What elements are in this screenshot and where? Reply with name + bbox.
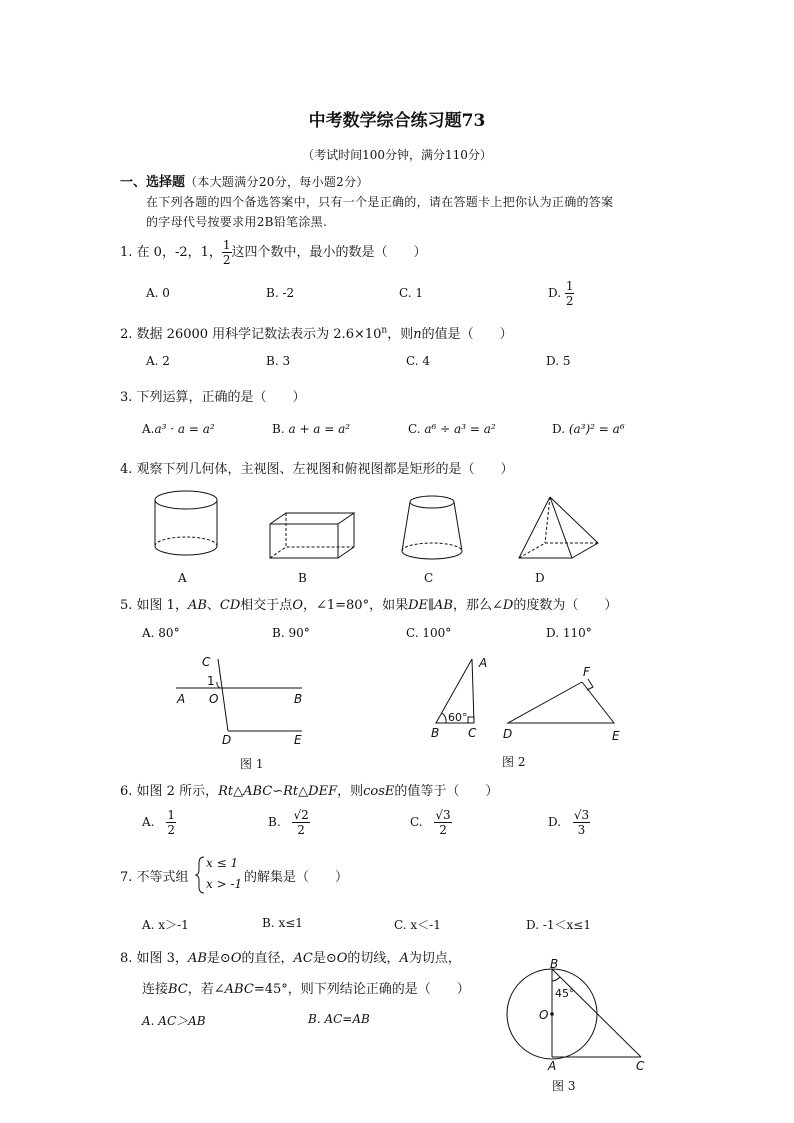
solid-pyramid bbox=[512, 494, 602, 564]
q5-text-e: 的度数为（ ） bbox=[513, 598, 618, 613]
q2-exponent: n bbox=[381, 325, 388, 336]
q6-b-pre: B. bbox=[268, 815, 281, 829]
question-6 bbox=[120, 780, 498, 799]
q2-text-c: 的值是（ ） bbox=[421, 327, 513, 342]
q1-option-c: C. 1 bbox=[399, 286, 424, 300]
q3-d-expr: (a³)² = a⁶ bbox=[568, 422, 625, 436]
q8-option-a: A. AC＞AB bbox=[142, 1014, 206, 1028]
q8-option-b: B. AC=AB bbox=[308, 1012, 370, 1026]
q6-text-c: 的值等于（ ） bbox=[394, 784, 499, 799]
fig2-angle-60: 60° bbox=[448, 711, 468, 724]
q8-l2a: 连接 bbox=[142, 982, 169, 997]
q6-d-den: 3 bbox=[577, 823, 586, 837]
q3-b-expr: a + a = a² bbox=[288, 422, 351, 436]
q6-c-den: 2 bbox=[439, 823, 447, 837]
q5-text-a: 5. 如图 1， bbox=[120, 598, 188, 613]
q8-l1f: 为切点， bbox=[408, 951, 461, 966]
fig2-caption: 图 2 bbox=[502, 755, 526, 769]
q1-frac-num: 1 bbox=[222, 238, 231, 252]
q1-text-a: 1. 在 0，-2，1， bbox=[120, 245, 222, 260]
q3-b-pre: B. bbox=[272, 422, 285, 436]
q5-text-c: ，∠1=80°，如果 bbox=[302, 598, 409, 613]
question-8-line-1 bbox=[120, 947, 461, 966]
fig1-label-b: B bbox=[294, 692, 303, 706]
q5-par: ∥ bbox=[428, 598, 435, 613]
q3-option-a bbox=[142, 422, 215, 436]
fig3-label-a: A bbox=[548, 1059, 557, 1073]
fig1-label-a: A bbox=[177, 692, 186, 706]
q3-option-b bbox=[272, 422, 350, 436]
section-heading bbox=[120, 171, 369, 190]
q6-b-num: √2 bbox=[293, 808, 309, 822]
q1-option-b: B. -2 bbox=[266, 286, 295, 300]
q2-option-b: B. 3 bbox=[266, 354, 291, 368]
fig2-label-c: C bbox=[468, 726, 477, 740]
q3-a-pre: A. bbox=[142, 422, 155, 436]
q6-a-den: 2 bbox=[167, 823, 175, 837]
q8-ac: AC bbox=[293, 951, 313, 966]
q7-option-c: C. x＜-1 bbox=[394, 918, 441, 932]
q6-a-pre: A. bbox=[142, 815, 155, 829]
q7-line-2: x > -1 bbox=[206, 877, 243, 891]
q8-o1: O bbox=[230, 951, 242, 966]
figure-3-diagram bbox=[506, 965, 651, 1060]
q4-label-c: C bbox=[424, 571, 434, 585]
q2-text-b: ，则 bbox=[387, 327, 414, 342]
q6-d-frac bbox=[573, 808, 590, 837]
q6-option-b bbox=[268, 808, 310, 837]
fig2-label-b: B bbox=[431, 726, 440, 740]
q2-var: n bbox=[413, 327, 422, 342]
q7-line-1: x ≤ 1 bbox=[206, 856, 239, 870]
q8-l1b: 是⊙ bbox=[206, 951, 231, 966]
q3-option-c bbox=[408, 422, 496, 436]
q1-fraction bbox=[222, 238, 232, 267]
q6-abc: ABC bbox=[243, 784, 273, 799]
q1-d-pre: D. bbox=[548, 286, 562, 300]
q6-option-c bbox=[410, 808, 452, 837]
q8-l1d: 是⊙ bbox=[312, 951, 337, 966]
section-meta: （本大题满分20分，每小题2分） bbox=[185, 175, 369, 189]
q4-label-b: B bbox=[298, 571, 307, 585]
question-2 bbox=[120, 323, 513, 342]
q6-rt2: Rt bbox=[283, 784, 299, 799]
q8-l1e: 的切线， bbox=[347, 951, 400, 966]
q5-text-d: ，那么∠ bbox=[452, 598, 503, 613]
fig1-label-e: E bbox=[294, 733, 302, 747]
q3-d-pre: D. bbox=[552, 422, 566, 436]
q6-tri1: △ bbox=[233, 784, 244, 799]
q1-d-num: 1 bbox=[565, 279, 574, 293]
solid-cylinder bbox=[150, 490, 230, 570]
q5-de: DE bbox=[408, 598, 429, 613]
q6-b-frac bbox=[292, 808, 309, 837]
q6-d-num: √3 bbox=[573, 808, 590, 822]
fig2-label-a: A bbox=[479, 656, 488, 670]
fig2-label-e: E bbox=[612, 729, 620, 743]
q5-option-a: A. 80° bbox=[142, 626, 180, 640]
q5-sep: 、 bbox=[206, 598, 220, 613]
q6-option-a bbox=[142, 808, 176, 837]
q5-ab: AB bbox=[187, 598, 207, 613]
q2-option-a: A. 2 bbox=[146, 354, 170, 368]
q6-text-a: 6. 如图 2 所示， bbox=[120, 784, 219, 799]
q8-ab: AB bbox=[187, 951, 207, 966]
q2-option-c: C. 4 bbox=[406, 354, 431, 368]
question-4: 4. 观察下列几何体，主视图、左视图和俯视图都是矩形的是（ ） bbox=[120, 462, 514, 477]
q3-a-expr: a³ · a = a² bbox=[154, 422, 215, 436]
fig1-label-1: 1 bbox=[207, 674, 215, 688]
question-7-text-a: 7. 不等式组 bbox=[120, 870, 189, 885]
q6-text-b: ，则 bbox=[337, 784, 364, 799]
q7-option-a: A. x＞-1 bbox=[142, 918, 189, 932]
q5-ab2: AB bbox=[434, 598, 453, 613]
question-5 bbox=[120, 594, 617, 613]
fig1-label-c: C bbox=[202, 655, 211, 669]
q8-l1c: 的直径， bbox=[241, 951, 294, 966]
q8-l2b: ，若∠ bbox=[187, 982, 225, 997]
q4-label-d: D bbox=[535, 571, 545, 585]
q5-d: D bbox=[502, 598, 514, 613]
q7-option-b: B. x≤1 bbox=[262, 916, 303, 930]
q2-text-a: 2. 数据 26000 用科学记数法表示为 2.6×10 bbox=[120, 327, 382, 342]
q5-option-b: B. 90° bbox=[272, 626, 310, 640]
q6-a-num: 1 bbox=[167, 808, 175, 822]
question-3: 3. 下列运算，正确的是（ ） bbox=[120, 390, 306, 405]
fig2-label-f: F bbox=[583, 665, 590, 679]
q1-d-den: 2 bbox=[565, 294, 574, 308]
fig1-label-d: D bbox=[222, 733, 232, 747]
section-note-2: 的字母代号按要求用2B铅笔涂黑. bbox=[146, 215, 328, 229]
fig2-label-d: D bbox=[503, 727, 513, 741]
q6-def: DEF bbox=[308, 784, 338, 799]
q8-l1a: 8. 如图 3， bbox=[120, 951, 188, 966]
q1-text-b: 这四个数中，最小的数是（ ） bbox=[231, 245, 427, 260]
q6-b-den: 2 bbox=[297, 823, 305, 837]
q6-a-frac bbox=[166, 808, 176, 837]
q5-cd: CD bbox=[219, 598, 241, 613]
fig3-label-b: B bbox=[550, 957, 559, 971]
q1-frac-den: 2 bbox=[222, 253, 231, 267]
q8-bc: BC bbox=[168, 982, 188, 997]
fig3-caption: 图 3 bbox=[552, 1079, 576, 1093]
q6-c-num: √3 bbox=[435, 808, 451, 822]
q6-tri2: △ bbox=[298, 784, 309, 799]
q6-cose: cosE bbox=[363, 784, 395, 799]
q6-c-pre: C. bbox=[410, 815, 423, 829]
exam-subtitle: （考试时间100分钟，满分110分） bbox=[302, 148, 492, 162]
fig3-label-o: O bbox=[539, 1008, 549, 1022]
q1-d-fraction bbox=[565, 279, 575, 308]
q7-brace bbox=[196, 855, 206, 895]
q6-option-d bbox=[548, 808, 590, 837]
q1-option-d bbox=[548, 279, 574, 308]
q1-option-a: A. 0 bbox=[146, 286, 170, 300]
section-note-1: 在下列各题的四个备选答案中，只有一个是正确的，请在答题卡上把你认为正确的答案 bbox=[146, 195, 614, 209]
q3-c-expr: a⁶ ÷ a³ = a² bbox=[424, 422, 496, 436]
q6-rt1: Rt bbox=[218, 784, 234, 799]
fig1-caption: 图 1 bbox=[240, 757, 264, 771]
fig3-label-c: C bbox=[636, 1059, 645, 1073]
fig1-label-o: O bbox=[209, 692, 219, 706]
q3-option-d bbox=[552, 422, 625, 436]
q6-d-pre: D. bbox=[548, 815, 562, 829]
q4-label-a: A bbox=[178, 571, 187, 585]
q8-a: A bbox=[399, 951, 409, 966]
fig3-angle-45: 45° bbox=[555, 987, 575, 1000]
solid-frustum bbox=[396, 495, 476, 570]
q3-c-pre: C. bbox=[408, 422, 421, 436]
question-1 bbox=[120, 238, 427, 267]
page-title: 中考数学综合练习题73 bbox=[308, 111, 486, 131]
q8-abc: ABC bbox=[224, 982, 254, 997]
q8-l2c: =45°，则下列结论正确的是（ ） bbox=[253, 982, 470, 997]
q8-o2: O bbox=[336, 951, 348, 966]
question-8-line-2 bbox=[142, 978, 470, 997]
q5-text-b: 相交于点 bbox=[240, 598, 293, 613]
q6-sim: ∽ bbox=[272, 784, 284, 799]
q5-o: O bbox=[292, 598, 303, 613]
q5-option-c: C. 100° bbox=[406, 626, 452, 640]
q6-c-frac bbox=[434, 808, 451, 837]
question-7-text-b: 的解集是（ ） bbox=[244, 870, 349, 885]
section-label: 一、选择题 bbox=[120, 175, 186, 190]
q2-option-d: D. 5 bbox=[546, 354, 571, 368]
q5-option-d: D. 110° bbox=[546, 626, 592, 640]
q7-option-d: D. -1＜x≤1 bbox=[526, 918, 591, 932]
solid-cuboid bbox=[266, 510, 366, 570]
